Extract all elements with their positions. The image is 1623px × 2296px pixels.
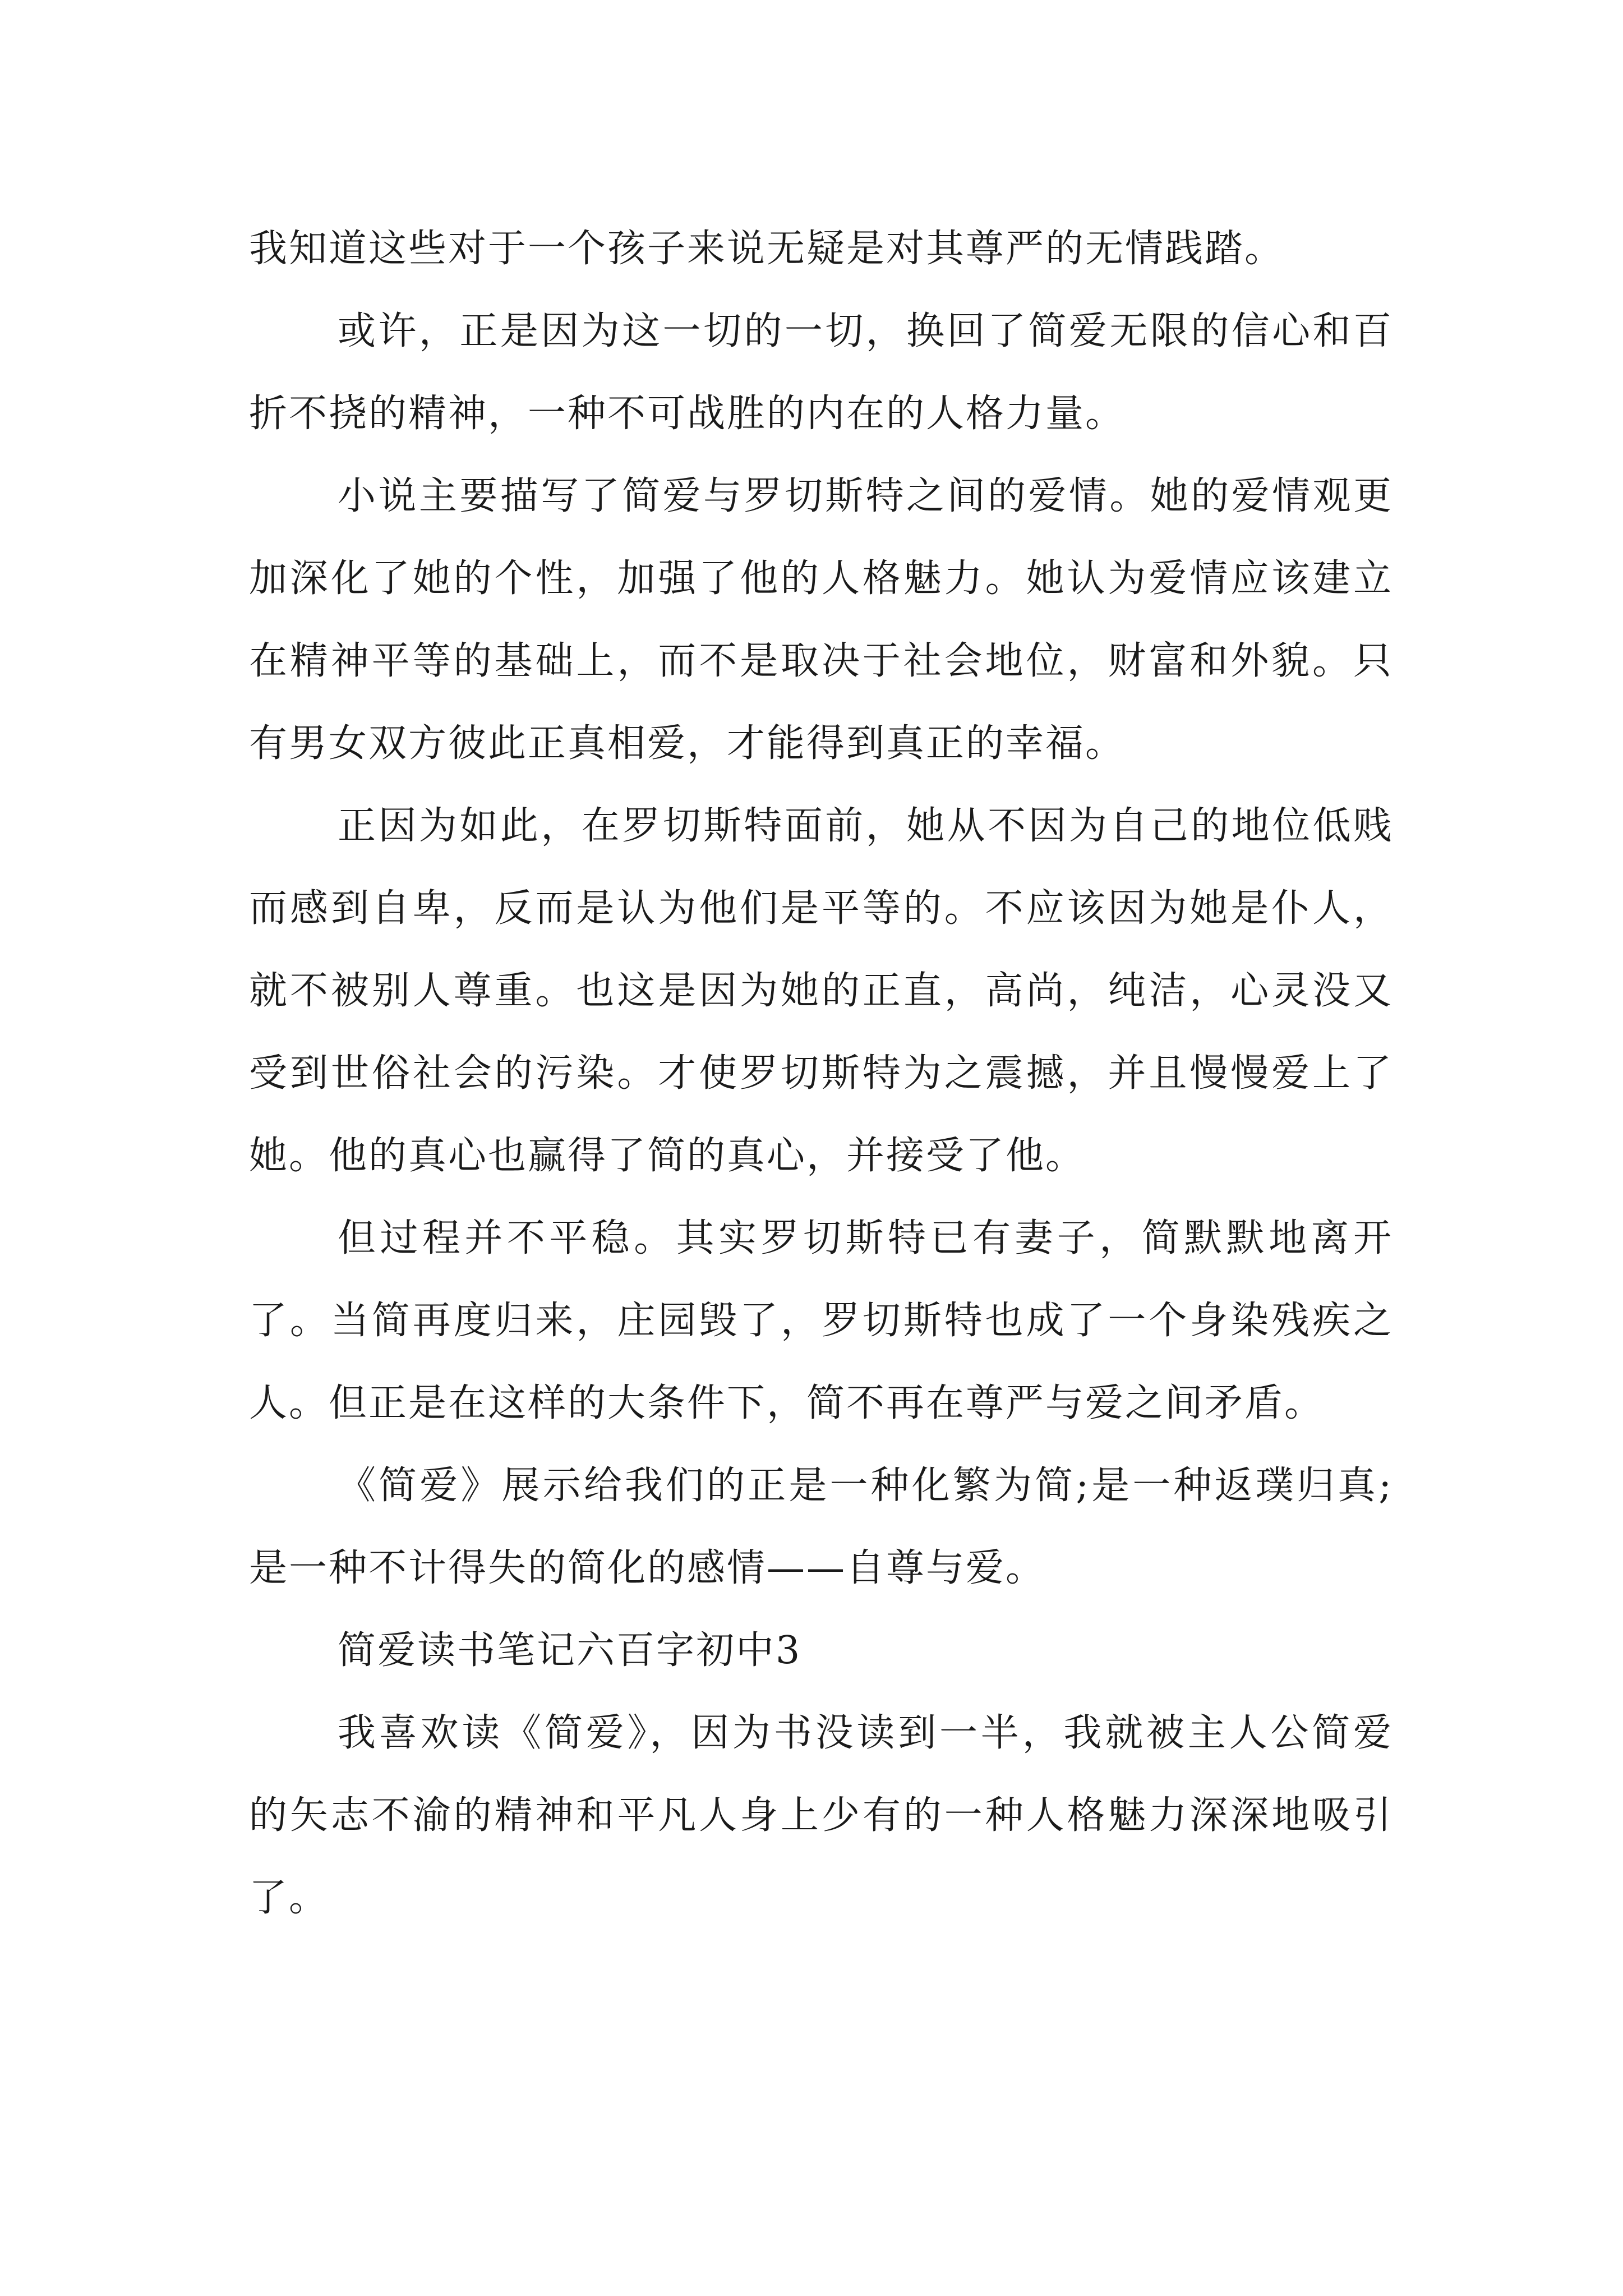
paragraph-5: 但过程并不平稳。其实罗切斯特已有妻子，简默默地离开了。当简再度归来，庄园毁了，罗切斯特也成了一个身染残疾之人。但正是在这样的大条件下，简不再在尊严与爱之间矛盾。 [249, 1216, 1393, 1425]
section-heading: 简爱读书笔记六百字初中3 [338, 1628, 802, 1673]
paragraph-6: 《简爱》展示给我们的正是一种化繁为简;是一种返璞归真;是一种不计得失的简化的感情——自尊与爱。 [249, 1464, 1393, 1590]
paragraph-2: 或许，正是因为这一切的一切，换回了简爱无限的信心和百折不挠的精神，一种不可战胜的内在的人格力量。 [249, 309, 1393, 436]
paragraph-4: 正因为如此，在罗切斯特面前，她从不因为自己的地位低贱而感到自卑，反而是认为他们是平等的。不应该因为她是仆人，就不被别人尊重。也这是因为她的正直，高尚，纯洁，心灵没又受到世俗社会的污染。才使罗切斯特为之震撼，并且慢慢爱上了她。他的真心也赢得了简的真心，并接受了他。 [249, 804, 1393, 1178]
document-body [249, 208, 1393, 1939]
paragraph-1: 我知道这些对于一个孩子来说无疑是对其尊严的无情践踏。 [249, 227, 1285, 271]
paragraph-3: 小说主要描写了简爱与罗切斯特之间的爱情。她的爱情观更加深化了她的个性，加强了他的人格魅力。她认为爱情应该建立在精神平等的基础上，而不是取决于社会地位，财富和外貌。只有男女双方彼此正真相爱，才能得到真正的幸福。 [249, 474, 1393, 766]
paragraph-8: 我喜欢读《简爱》，因为书没读到一半，我就被主人公简爱的矢志不渝的精神和平凡人身上少有的一种人格魅力深深地吸引了。 [249, 1711, 1393, 1920]
